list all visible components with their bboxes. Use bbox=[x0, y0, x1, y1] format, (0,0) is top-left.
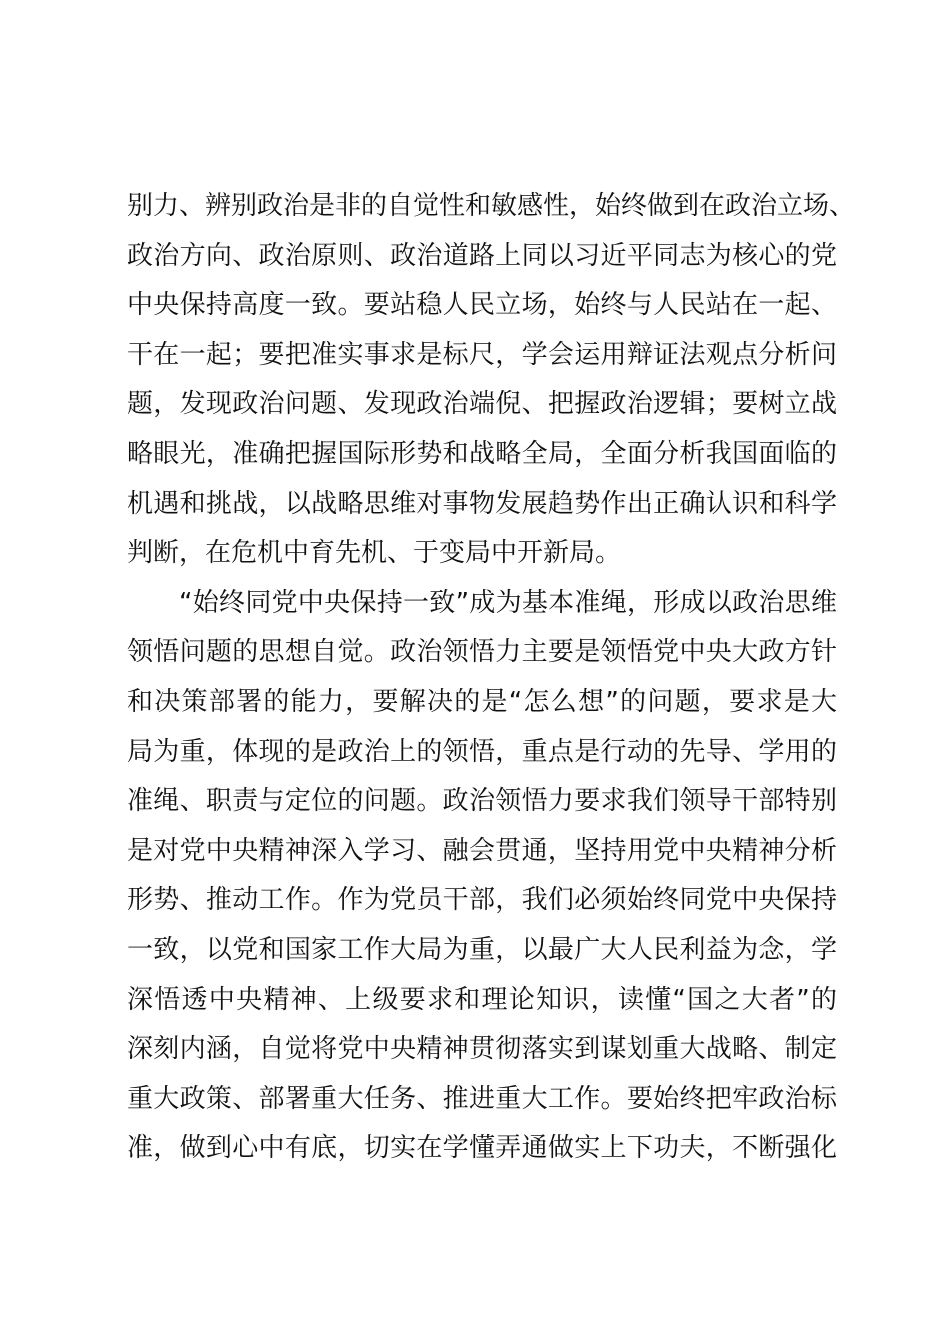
text-line: 准绳、职责与定位的问题。政治领悟力要求我们领导干部特别 bbox=[127, 786, 837, 817]
paragraph-1 bbox=[127, 182, 856, 579]
text-line: 中央保持高度一致。要站稳人民立场，始终与人民站在一起、 bbox=[127, 290, 837, 321]
text-line: 和决策部署的能力，要解决的是“怎么想”的问题，要求是大 bbox=[127, 686, 837, 717]
text-line: 干在一起；要把准实事求是标尺，学会运用辩证法观点分析问 bbox=[127, 339, 837, 370]
text-line: 政治方向、政治原则、政治道路上同以习近平同志为核心的党 bbox=[127, 240, 837, 271]
text-line: 形势、推动工作。作为党员干部，我们必须始终同党中央保持 bbox=[127, 885, 837, 916]
text-line: 一致，以党和国家工作大局为重，以最广大人民利益为念，学 bbox=[127, 934, 837, 965]
text-line: “始终同党中央保持一致”成为基本准绳，形成以政治思维 bbox=[179, 587, 837, 618]
text-line: 判断，在危机中育先机、于变局中开新局。 bbox=[127, 538, 622, 569]
body-text bbox=[127, 182, 856, 1174]
text-line: 领悟问题的思想自觉。政治领悟力主要是领悟党中央大政方针 bbox=[127, 637, 837, 668]
text-line: 重大政策、部署重大任务、推进重大工作。要始终把牢政治标 bbox=[127, 1083, 837, 1114]
text-line: 机遇和挑战，以战略思维对事物发展趋势作出正确认识和科学 bbox=[127, 488, 837, 519]
text-line: 题，发现政治问题、发现政治端倪、把握政治逻辑；要树立战 bbox=[127, 389, 837, 420]
text-line: 别力、辨别政治是非的自觉性和敏感性，始终做到在政治立场、 bbox=[127, 191, 856, 221]
text-line: 准，做到心中有底，切实在学懂弄通做实上下功夫，不断强化 bbox=[127, 1133, 837, 1164]
text-line: 深悟透中央精神、上级要求和理论知识，读懂“国之大者”的 bbox=[127, 984, 837, 1015]
text-line: 局为重，体现的是政治上的领悟，重点是行动的先导、学用的 bbox=[127, 736, 837, 767]
text-line: 略眼光，准确把握国际形势和战略全局，全面分析我国面临的 bbox=[127, 438, 837, 469]
text-line: 是对党中央精神深入学习、融会贯通，坚持用党中央精神分析 bbox=[127, 835, 837, 866]
paragraph-2 bbox=[127, 579, 837, 1174]
text-line: 深刻内涵，自觉将党中央精神贯彻落实到谋划重大战略、制定 bbox=[127, 1034, 837, 1065]
